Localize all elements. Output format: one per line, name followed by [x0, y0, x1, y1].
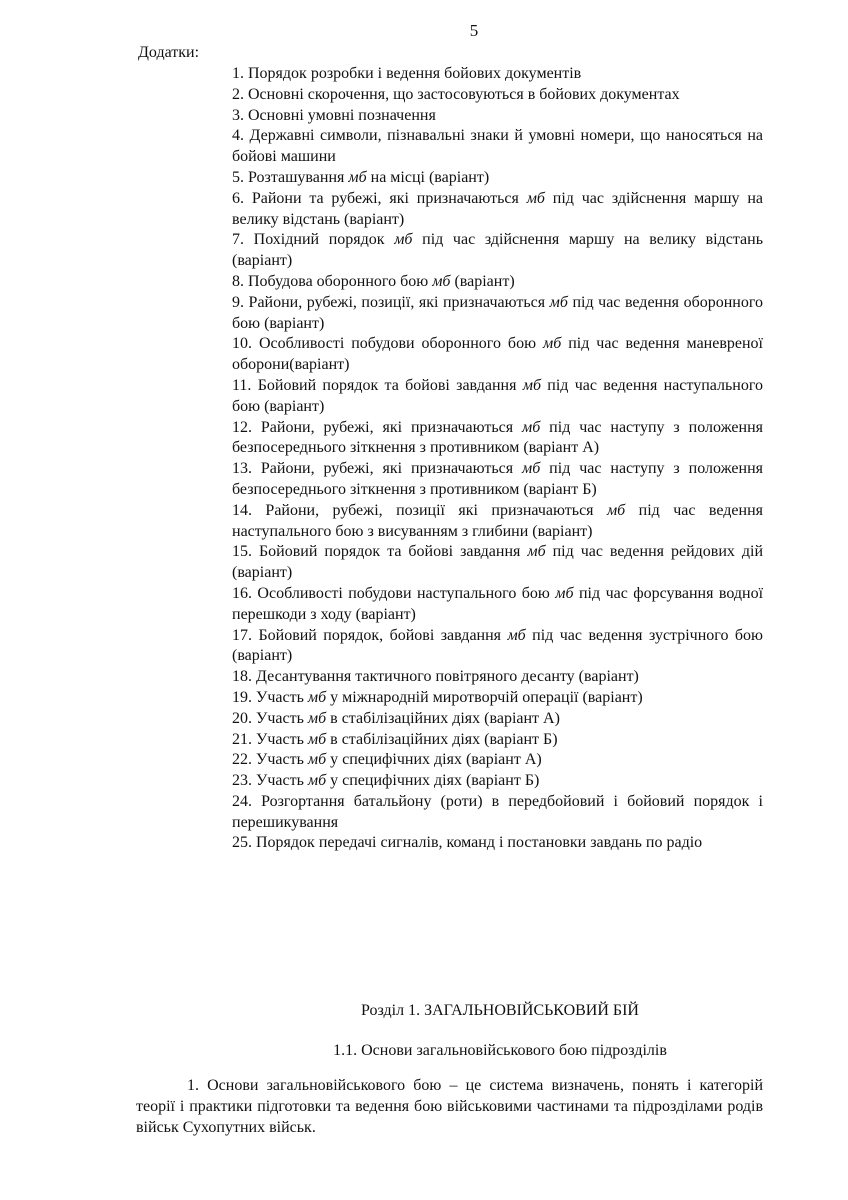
item-text: на місці (варіант) — [366, 168, 490, 186]
appendix-item — [232, 85, 763, 106]
abbrev-mb: мб — [307, 751, 327, 769]
item-text: під час наступу з положення безпосереднього зіткнення з противником (варіант А) — [232, 418, 764, 457]
abbrev-mb: мб — [526, 189, 545, 207]
item-text: під час ведення рейдових дій (варіант) — [232, 543, 764, 582]
item-text: 7. Похідний порядок — [232, 231, 395, 249]
item-text: 19. Участь — [232, 688, 308, 706]
abbrev-mb: мб — [527, 543, 546, 561]
abbrev-mb: мб — [432, 272, 451, 290]
item-text: під час ведення зустрічного бою (варіант) — [232, 626, 763, 665]
appendix-item — [232, 334, 763, 376]
appendix-item — [232, 542, 763, 584]
item-text: 9. Райони, рубежі, позиції, які призначаються — [232, 293, 550, 311]
appendix-item — [232, 106, 763, 127]
section-title: Розділ 1. ЗАГАЛЬНОВІЙСЬКОВИЙ БІЙ — [361, 1002, 639, 1019]
appendix-item — [232, 584, 763, 626]
appendix-item — [232, 501, 763, 543]
appendix-item — [232, 626, 763, 668]
abbrev-mb: мб — [307, 772, 327, 790]
appendix-list — [232, 64, 763, 854]
item-text: під час ведення наступального бою з висуванням з глибини (варіант) — [232, 501, 763, 540]
abbrev-mb: мб — [606, 501, 626, 519]
item-text: 22. Участь — [232, 751, 308, 769]
item-text: 2. Основні скорочення, що застосовуються в бойових документах — [232, 85, 680, 103]
appendix-label: Додатки: — [138, 44, 200, 61]
appendix-item — [232, 272, 763, 293]
abbrev-mb: мб — [348, 168, 367, 186]
appendix-item — [232, 293, 763, 335]
item-text: 1. Порядок розробки і ведення бойових документів — [232, 65, 582, 82]
item-text: під час ведення наступального бою (варіант) — [232, 376, 764, 415]
abbrev-mb: мб — [307, 730, 327, 748]
abbrev-mb: мб — [507, 626, 526, 644]
item-text: 8. Побудова оборонного бою — [232, 272, 433, 290]
item-text: 5. Розташування — [232, 168, 349, 186]
item-text: в стабілізаційних діях (варіант А) — [326, 709, 560, 727]
abbrev-mb: мб — [307, 688, 327, 706]
item-text: 12. Райони, рубежі, які призначаються — [232, 418, 523, 436]
item-text: 25. Порядок передачі сигналів, команд і постановки завдань по радіо — [232, 834, 703, 852]
item-text: 11. Бойовий порядок та бойові завдання — [232, 376, 523, 394]
abbrev-mb: мб — [522, 418, 541, 436]
item-text: 15. Бойовий порядок та бойові завдання — [232, 543, 528, 561]
appendix-item — [232, 688, 763, 709]
item-text: у міжнародній миротворчій операції (варіант) — [326, 688, 643, 706]
item-text: під час ведення оборонного бою (варіант) — [232, 293, 764, 332]
appendix-item — [232, 126, 763, 168]
item-text: під час наступу з положення безпосереднього зіткнення з противником (варіант Б) — [232, 460, 764, 498]
appendix-item — [232, 189, 763, 231]
item-text: 13. Райони, рубежі, які призначаються — [232, 460, 523, 478]
item-text: 17. Бойовий порядок, бойові завдання — [232, 626, 508, 644]
item-text: 24. Розгортання батальйону (роти) в передбойовий і бойовий порядок і перешикування — [232, 792, 763, 831]
item-text: 3. Основні умовні позначення — [232, 106, 436, 124]
appendix-item — [232, 168, 763, 189]
item-text: 23. Участь — [232, 772, 308, 790]
item-text: у специфічних діях (варіант Б) — [326, 772, 540, 790]
appendix-item — [232, 709, 763, 730]
body-paragraph: 1. Основи загальновійськового бою – це система визначень, понять і категорій теорії і практики підготовки та ведення бою військовими частинами та підрозділами родів військ Сухопутних військ. — [136, 1077, 763, 1136]
abbrev-mb: мб — [555, 584, 574, 602]
page-number: 5 — [469, 21, 479, 40]
appendix-item — [232, 418, 763, 460]
appendix-item — [232, 750, 763, 771]
item-text: 20. Участь — [232, 709, 308, 727]
abbrev-mb: мб — [522, 376, 541, 394]
appendix-item — [232, 667, 763, 688]
item-text: (варіант) — [450, 272, 515, 290]
abbrev-mb: мб — [394, 231, 413, 249]
item-text: під час ведення маневреної оборони(варіант) — [232, 335, 763, 374]
item-text: 16. Особливості побудови наступального бою — [232, 584, 556, 602]
subsection-title: 1.1. Основи загальновійськового бою підрозділів — [333, 1042, 667, 1059]
item-text: під час здійснення маршу на велику відстань (варіант) — [232, 189, 763, 228]
item-text: під час здійснення маршу на велику відстань (варіант) — [232, 231, 763, 270]
appendix-item — [232, 64, 763, 85]
abbrev-mb: мб — [522, 460, 541, 478]
abbrev-mb: мб — [307, 709, 327, 727]
item-text: 14. Райони, рубежі, позиції які призначаються — [232, 501, 607, 519]
item-text: 21. Участь — [232, 730, 308, 748]
appendix-item — [232, 771, 763, 792]
item-text: 10. Особливості побудови оборонного бою — [232, 335, 543, 353]
item-text: в стабілізаційних діях (варіант Б) — [326, 730, 558, 748]
appendix-item — [232, 792, 763, 834]
abbrev-mb: мб — [549, 293, 568, 311]
item-text: 6. Райони та рубежі, які призначаються — [232, 189, 527, 207]
abbrev-mb: мб — [542, 335, 562, 353]
appendix-item — [232, 730, 763, 751]
item-text: 4. Державні символи, пізнавальні знаки й умовні номери, що наносяться на бойові машини — [232, 127, 763, 166]
appendix-item — [232, 459, 763, 501]
appendix-item — [232, 376, 763, 418]
appendix-item — [232, 833, 763, 854]
appendix-item — [232, 230, 763, 272]
item-text: під час форсування водної перешкоди з ходу (варіант) — [232, 584, 764, 623]
item-text: у специфічних діях (варіант А) — [326, 751, 542, 769]
item-text: 18. Десантування тактичного повітряного десанту (варіант) — [232, 668, 639, 686]
